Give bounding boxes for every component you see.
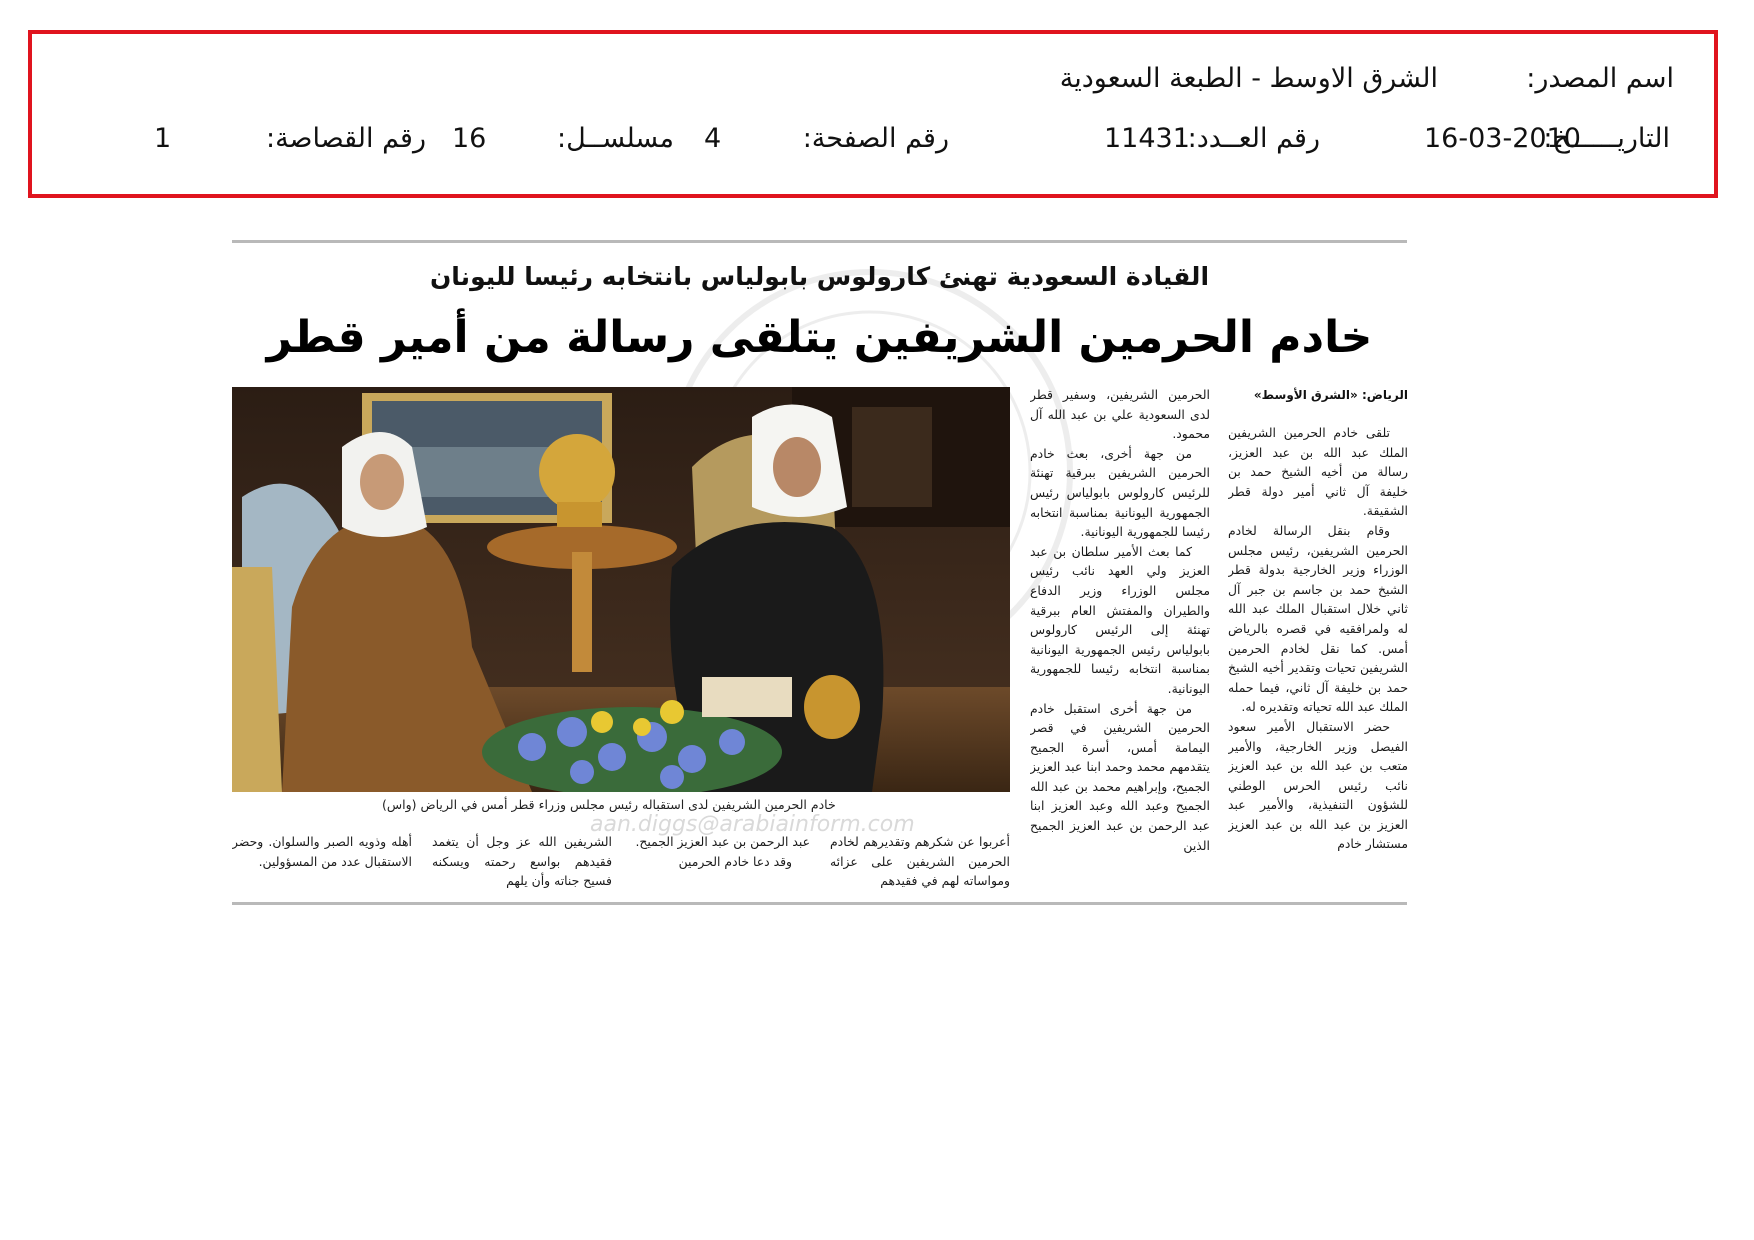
article-bottom-rule: [232, 902, 1407, 905]
watermark-text: aan.diggs@arabiainform.com: [590, 812, 915, 837]
bottom-column-2-text: عبد الرحمن بن عبد العزيز الجميح.: [635, 834, 810, 849]
source-value: الشرق الاوسط - الطبعة السعودية: [1059, 63, 1438, 94]
serial-value: 16: [452, 123, 487, 154]
bottom-column-3-text: الشريفين الله عز وجل أن يتغمد فقيدهم بواسع رحمته ويسكنه فسيح جناته وأن يلهم: [432, 834, 612, 889]
issue-value: 11431: [1104, 123, 1190, 154]
article-dateline: الرياض: «الشرق الأوسط»: [1253, 388, 1408, 402]
bottom-column-4: [232, 832, 412, 892]
article-photo: [232, 387, 1010, 792]
bottom-column-1: [830, 832, 1010, 892]
column-1-paragraph-3: حضر الاستقبال الأمير سعود الفيصل وزير الخارجية، والأمير متعب بن عبد الله بن عبد العزيز نائب رئيس الحرس الوطني للشؤون التنفيذية، والأمير عبد العزيز بن عبد الله بن عبد العزيز مستشار خادم: [1228, 718, 1408, 852]
column-1-paragraph-1: تلقى خادم الحرمين الشريفين الملك عبد الله بن عبد العزيز، رسالة من أخيه الشيخ حمد بن خليفة آل ثاني أمير دولة قطر الشقيقة.: [1228, 425, 1408, 519]
column-2-paragraph-1: الحرمين الشريفين، وسفير قطر لدى السعودية علي بن عبد الله آل محمود.: [1030, 387, 1210, 442]
issue-label: رقم العــدد:: [1187, 123, 1320, 154]
column-2-paragraph-3: كما بعث الأمير سلطان بن عبد العزيز ولي العهد نائب رئيس مجلس الوزراء وزير الدفاع والطيران والمفتش العام ببرقية تهنئة إلى الرئيس كارولوس بابولياس رئيس الجمهورية اليونانية بمناسبة انتخابه رئيسا للجمهورية اليونانية.: [1030, 543, 1210, 696]
column-2-paragraph-4: من جهة أخرى استقبل خادم الحرمين الشريفين في قصر اليمامة أمس، أسرة الجميح يتقدمهم محمد وحمد ابنا عبد العزيز الجميح، وإبراهيم محمد بن عبد الله الجميح وعبد الله وعبد العزيز ابنا عبد الرحمن بن عبد العزيز الجميح الذين: [1030, 700, 1210, 853]
article-column-1: [1228, 423, 1408, 889]
bottom-column-2: [630, 832, 810, 892]
serial-label: مسلســل:: [557, 123, 674, 154]
bottom-column-1-text: أعربوا عن شكرهم وتقديرهم لخادم الحرمين الشريفين على عزائه ومواساته لهم في فقيدهم: [830, 834, 1010, 889]
column-1-paragraph-2: وقام بنقل الرسالة لخادم الحرمين الشريفين، رئيس مجلس الوزراء وزير الخارجية بدولة قطر الشيخ حمد بن جاسم بن جبر آل ثاني خلال استقبال الملك عبد الله له ولمرافقيه في قصره بالرياض أمس. كما نقل لخادم الحرمين الشريفين تحيات وتقدير أخيه الشيخ حمد بن خليفة آل ثاني، فيما حمله الملك عبد الله تحياته وتقديره له.: [1228, 522, 1408, 715]
clip-value: 1: [154, 123, 172, 154]
article-top-rule: [232, 240, 1407, 243]
page-value: 4: [704, 123, 722, 154]
clip-label: رقم القصاصة:: [265, 123, 426, 154]
article-column-2: [1030, 385, 1210, 889]
article-kicker: القيادة السعودية تهنئ كارولوس بابولياس بانتخابه رئيسا لليونان: [429, 262, 1210, 291]
clipping-metadata-box: [28, 30, 1718, 198]
date-value: 16-03-2010: [1424, 123, 1581, 154]
page-label: رقم الصفحة:: [802, 123, 949, 154]
bottom-column-4-text: أهله وذويه الصبر والسلوان. وحضر الاستقبال عدد من المسؤولين.: [232, 834, 412, 869]
column-2-paragraph-2: من جهة أخرى، بعث خادم الحرمين الشريفين ببرقية تهنئة للرئيس كارولوس بابولياس رئيس الجمهورية اليونانية بمناسبة انتخابه رئيسا للجمهورية اليونانية.: [1030, 445, 1210, 540]
article-headline: خادم الحرمين الشريفين يتلقى رسالة من أمير قطر: [266, 312, 1373, 363]
bottom-column-2-text-b: وقد دعا خادم الحرمين: [678, 853, 792, 869]
bottom-column-3: [432, 832, 612, 892]
date-label: التاريــــــخ:: [1543, 123, 1670, 154]
photo-caption: خادم الحرمين الشريفين لدى استقباله رئيس مجلس وزراء قطر أمس في الرياض (واس): [382, 797, 836, 812]
source-label: اسم المصدر:: [1526, 63, 1674, 94]
photo-image: [232, 387, 1010, 792]
